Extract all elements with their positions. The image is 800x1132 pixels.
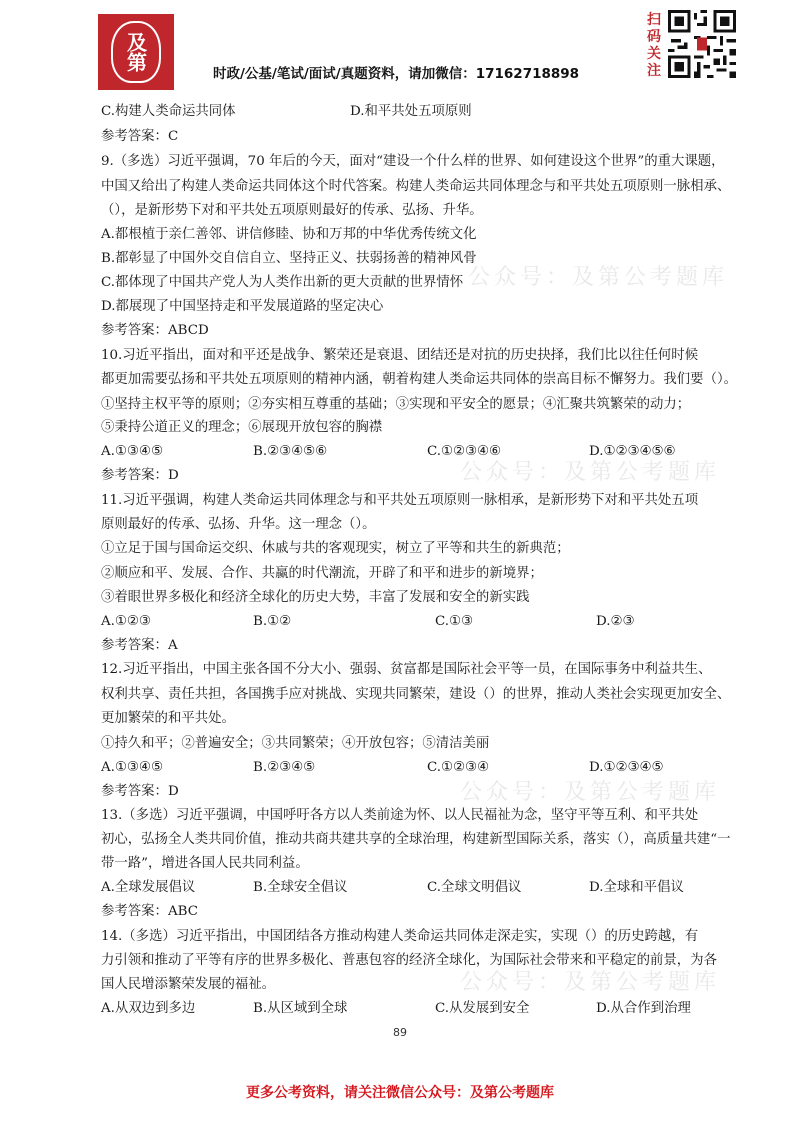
answer: 参考答案：ABC	[101, 904, 198, 919]
option: A.①③④⑤	[101, 760, 163, 775]
option-row	[101, 103, 701, 121]
option: D.都展现了中国坚持走和平发展道路的坚定决心	[101, 299, 384, 314]
option-row	[101, 1000, 701, 1018]
question-text: 12.习近平指出，中国主张各国不分大小、强弱、贫富都是国际社会平等一员，在国际事务中利益共生、	[101, 662, 712, 677]
page-header	[0, 0, 800, 95]
question-text: 力引领和推动了平等有序的世界多极化、普惠包容的经济全球化，为国际社会带来和平稳定的前景，为各	[101, 953, 717, 968]
footer-promo: 更多公考资料，请关注微信公众号：及第公考题库	[246, 1085, 554, 1101]
question-text: 13.（多选）习近平强调，中国呼吁各方以人类前途为怀、以人民福祉为念，坚守平等互利、和平共处	[101, 808, 699, 823]
option: B.全球安全倡议	[253, 880, 348, 895]
scan-follow-label: 扫码关注	[647, 12, 661, 79]
question-text: 10.习近平指出，面对和平还是战争、繁荣还是衰退、团结还是对抗的历史抉择，我们比以往任何时候	[101, 348, 699, 363]
option: A.都根植于亲仁善邻、讲信修睦、协和万邦的中华优秀传统文化	[101, 227, 477, 242]
logo-text: 及第	[123, 32, 148, 72]
statement-item: ⑤秉持公道正义的理念；⑥展现开放包容的胸襟	[101, 420, 383, 435]
option-row	[101, 443, 701, 461]
option: C.全球文明倡议	[427, 880, 522, 895]
option: B.②③④⑤⑥	[253, 444, 328, 459]
brand-logo	[98, 14, 174, 90]
question-text: 带一路”，增进各国人民共同利益。	[101, 856, 309, 871]
watermark: 公众号：及第公考题库	[468, 265, 729, 290]
qr-code-icon	[668, 10, 736, 78]
question-text: 权利共享、责任共担，各国携手应对挑战、实现共同繁荣，建设（）的世界，推动人类社会实现更加安全、	[101, 687, 731, 702]
statement-item: ①立足于国与国命运交织、休戚与共的客观现实，树立了平等和共生的新典范；	[101, 541, 570, 556]
option: D.和平共处五项原则	[350, 104, 472, 119]
option: C.从发展到安全	[435, 1001, 530, 1016]
option: B.②③④⑤	[253, 760, 316, 775]
option: A.①③④⑤	[101, 444, 163, 459]
option: B.都彰显了中国外交自信自立、坚持正义、扶弱扬善的精神风骨	[101, 251, 477, 266]
option: C.①③	[435, 614, 474, 629]
logo-seal	[111, 21, 161, 83]
question-text: （），是新形势下对和平共处五项原则最好的传承、弘扬、升华。	[101, 203, 483, 218]
answer: 参考答案：D	[101, 784, 179, 799]
option: D.②③	[596, 614, 635, 629]
answer: 参考答案：C	[101, 129, 179, 144]
watermark: 公众号：及第公考题库	[460, 970, 721, 995]
answer: 参考答案：A	[101, 638, 178, 653]
question-text: 11.习近平强调，构建人类命运共同体理念与和平共处五项原则一脉相承，是新形势下对和平共处五项	[101, 493, 699, 508]
header-title: 时政/公基/笔试/面试/真题资料，请加微信：17162718898	[213, 66, 580, 82]
question-text: 更加繁荣的和平共处。	[101, 711, 235, 726]
question-text: 国人民增添繁荣发展的福祉。	[101, 977, 276, 992]
watermark: 公众号：及第公考题库	[460, 460, 721, 485]
question-text: 中国又给出了构建人类命运共同体这个时代答案。构建人类命运共同体理念与和平共处五项原则一脉相承、	[101, 179, 731, 194]
option: D.全球和平倡议	[589, 880, 684, 895]
option: A.全球发展倡议	[101, 880, 196, 895]
option: C.都体现了中国共产党人为人类作出新的更大贡献的世界情怀	[101, 275, 464, 290]
option-row	[101, 879, 701, 897]
option: A.①②③	[101, 614, 151, 629]
statement-item: ③着眼世界多极化和经济全球化的历史大势，丰富了发展和安全的新实践	[101, 590, 530, 605]
question-text: 9.（多选）习近平强调，70 年后的今天，面对“建设一个什么样的世界、如何建设这个世界”的重大课题，	[101, 154, 725, 169]
statement-item: ②顺应和平、发展、合作、共赢的时代潮流，开辟了和平和进步的新境界；	[101, 566, 543, 581]
answer: 参考答案：ABCD	[101, 323, 209, 338]
option: D.①②③④⑤	[589, 760, 664, 775]
question-text: 原则最好的传承、弘扬、升华。这一理念（）。	[101, 517, 376, 532]
page-number: 89	[393, 1026, 407, 1039]
option: C.①②③④	[427, 760, 490, 775]
answer: 参考答案：D	[101, 468, 179, 483]
watermark: 公众号：及第公考题库	[460, 780, 721, 805]
option: A.从双边到多边	[101, 1001, 196, 1016]
statement-item: ①持久和平；②普遍安全；③共同繁荣；④开放包容；⑤清洁美丽	[101, 736, 490, 751]
statement-item: ①坚持主权平等的原则；②夯实相互尊重的基础；③实现和平安全的愿景；④汇聚共筑繁荣的动力；	[101, 397, 691, 412]
option: C.构建人类命运共同体	[101, 104, 236, 119]
option: D.从合作到治理	[596, 1001, 691, 1016]
option-row	[101, 759, 701, 777]
option: D.①②③④⑤⑥	[589, 444, 676, 459]
option: B.①②	[253, 614, 292, 629]
question-text: 都更加需要弘扬和平共处五项原则的精神内涵，朝着构建人类命运共同体的崇高目标不懈努力。我们要（）。	[101, 372, 738, 387]
option: C.①②③④⑥	[427, 444, 502, 459]
option-row	[101, 613, 701, 631]
question-text: 14.（多选）习近平指出，中国团结各方推动构建人类命运共同体走深走实，实现（）的历史跨越，有	[101, 929, 699, 944]
question-text: 初心，弘扬全人类共同价值，推动共商共建共享的全球治理，构建新型国际关系，落实（），高质量共建“一	[101, 832, 731, 847]
option: B.从区域到全球	[253, 1001, 348, 1016]
